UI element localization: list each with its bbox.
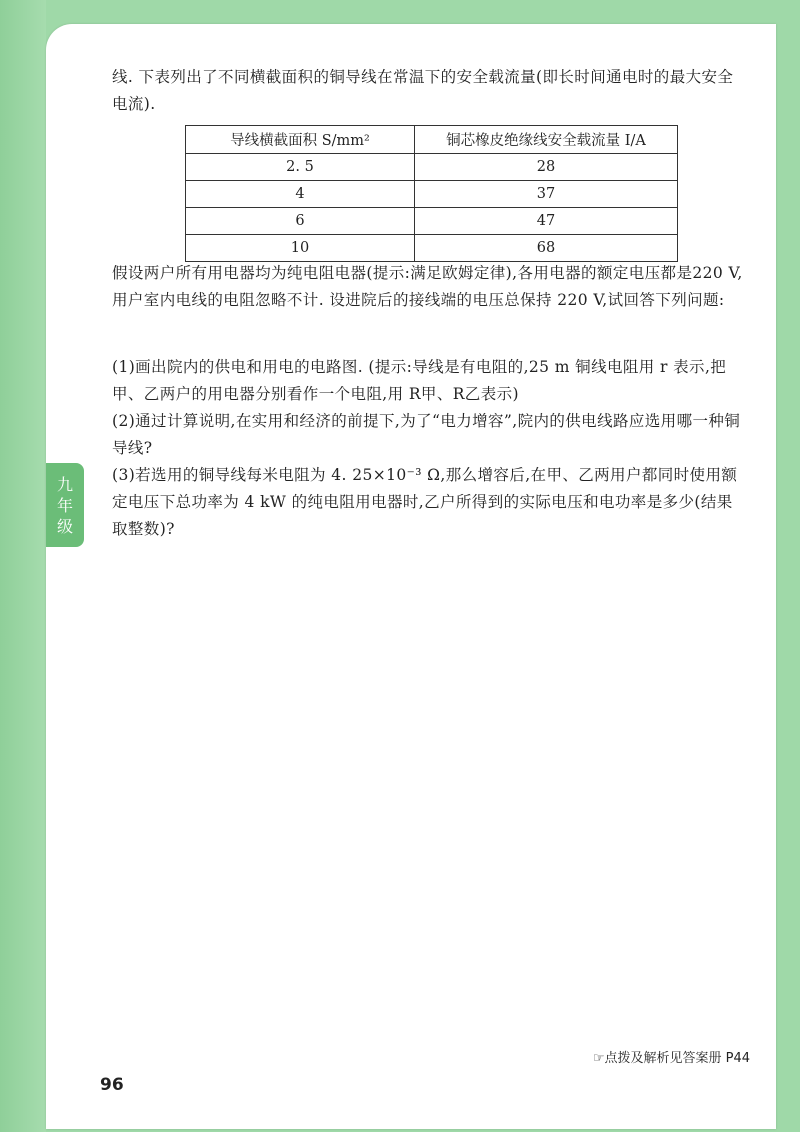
question-3: (3)若选用的铜导线每米电阻为 4. 25×10⁻³ Ω,那么增容后,在甲、乙两用户都同时使用额定电压下总功率为 4 kW 的纯电阻用电器时,乙户所得到的实际电压和电功率是多少(结果取整数)? bbox=[112, 466, 738, 538]
question-1: (1)画出院内的供电和用电的电路图. (提示:导线是有电阻的,25 m 铜线电阻用 r 表示,把甲、乙两户的用电器分别看作一个电阻,用 R甲、R乙表示) bbox=[112, 358, 727, 403]
table-cell-current: 47 bbox=[415, 208, 678, 235]
table-cell-area: 10 bbox=[186, 235, 415, 262]
wire-capacity-table bbox=[185, 125, 678, 262]
assumption-paragraph: 假设两户所有用电器均为纯电阻电器(提示:满足欧姆定律),各用电器的额定电压都是220 V,用户室内电线的电阻忽略不计. 设进院后的接线端的电压总保持 220 V,试回答下列问题: bbox=[112, 264, 743, 309]
table-cell-area: 4 bbox=[186, 181, 415, 208]
table-header-area: 导线横截面积 S/mm² bbox=[186, 126, 415, 154]
table-row bbox=[186, 154, 678, 181]
table-cell-current: 37 bbox=[415, 181, 678, 208]
intro-paragraph: 线. 下表列出了不同横截面积的铜导线在常温下的安全载流量(即长时间通电时的最大安全电流). bbox=[112, 68, 734, 113]
grade-side-tab bbox=[46, 463, 84, 547]
table-row bbox=[186, 181, 678, 208]
table-cell-area: 6 bbox=[186, 208, 415, 235]
table-cell-area: 2. 5 bbox=[186, 154, 415, 181]
table-cell-current: 28 bbox=[415, 154, 678, 181]
table-header-row bbox=[186, 126, 678, 154]
question-2: (2)通过计算说明,在实用和经济的前提下,为了“电力增容”,院内的供电线路应选用哪一种铜导线? bbox=[112, 412, 741, 457]
table-row bbox=[186, 208, 678, 235]
answer-reference: ☞点拨及解析见答案册 P44 bbox=[592, 1051, 750, 1066]
table-cell-current: 68 bbox=[415, 235, 678, 262]
side-tab-char: 级 bbox=[56, 516, 73, 536]
side-tab-char: 九 bbox=[56, 474, 73, 494]
table-row bbox=[186, 235, 678, 262]
page-number: 96 bbox=[100, 1075, 124, 1095]
table-header-current: 铜芯橡皮绝缘线安全载流量 I/A bbox=[415, 126, 678, 154]
page-margin bbox=[0, 0, 46, 1132]
side-tab-char: 年 bbox=[56, 495, 73, 515]
